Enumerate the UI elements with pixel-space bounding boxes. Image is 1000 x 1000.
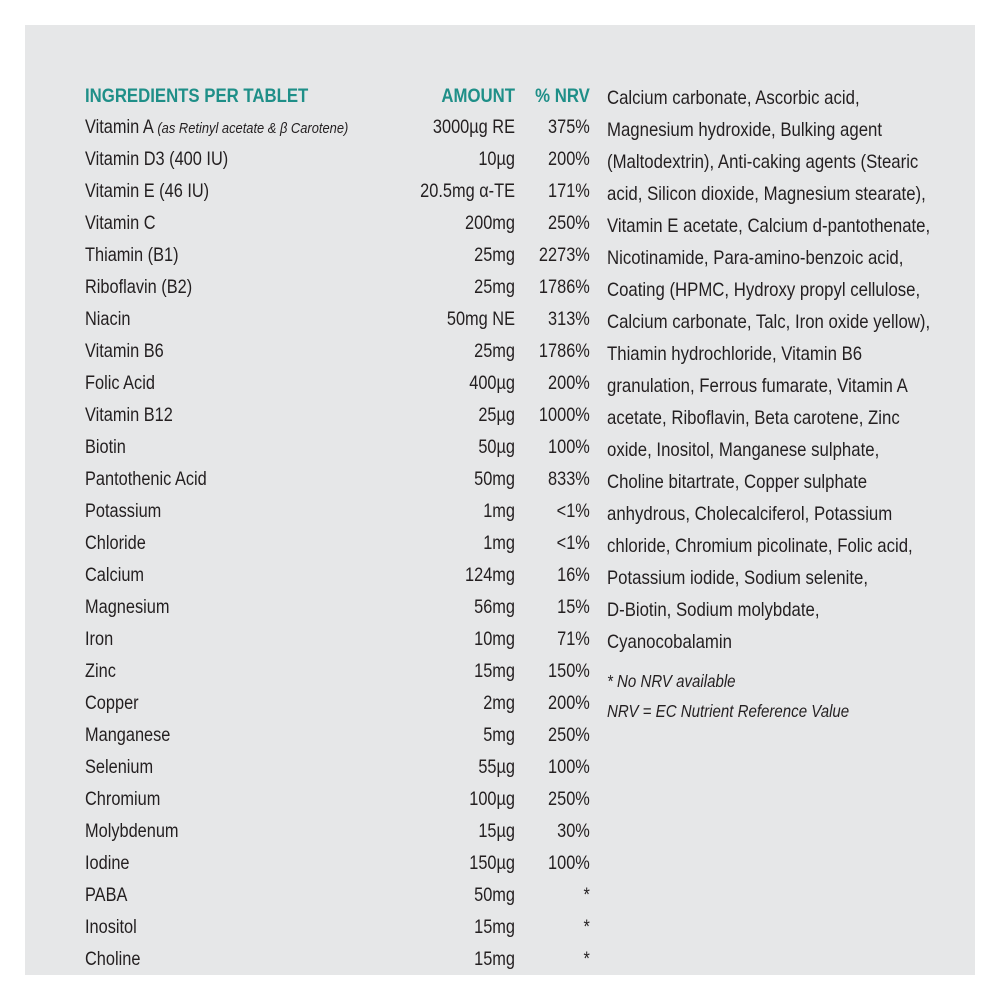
- ingredients-line: chloride, Chromium picolinate, Folic acid,: [607, 535, 913, 557]
- nutrient-amount: 10mg: [474, 629, 515, 650]
- nutrient-nrv: 100%: [548, 437, 590, 458]
- nutrient-name: [85, 565, 395, 587]
- ingredients-line: Potassium iodide, Sodium selenite,: [607, 567, 869, 589]
- table-row: [85, 528, 590, 560]
- nutrition-panel: [25, 25, 975, 975]
- table-row: [85, 848, 590, 880]
- nutrient-nrv: 100%: [548, 757, 590, 778]
- table-row: [85, 464, 590, 496]
- nutrient-amount: 25mg: [474, 341, 515, 362]
- nutrient-name: [85, 117, 395, 139]
- ingredients-line: Calcium carbonate, Talc, Iron oxide yellow),: [607, 311, 931, 333]
- footnote-line: * No NRV available: [607, 671, 736, 691]
- nutrient-nrv: <1%: [556, 501, 590, 522]
- nutrient-name: [85, 533, 395, 555]
- nutrient-label: Riboflavin (B2): [85, 277, 193, 298]
- nutrient-nrv: 200%: [548, 373, 590, 394]
- nutrient-name: [85, 469, 395, 491]
- nutrient-name: [85, 757, 395, 779]
- ingredients-line: Coating (HPMC, Hydroxy propyl cellulose,: [607, 279, 921, 301]
- nutrient-name: [85, 149, 395, 171]
- nutrient-note: (as Retinyl acetate & β Carotene): [157, 120, 349, 137]
- table-row: [85, 112, 590, 144]
- table-row: [85, 720, 590, 752]
- nutrient-amount: 2mg: [483, 693, 515, 714]
- nutrient-label: Biotin: [85, 437, 126, 458]
- nutrient-nrv: *: [583, 885, 590, 906]
- nutrient-name: [85, 789, 395, 811]
- nutrient-name: [85, 405, 395, 427]
- nutrient-table: [85, 82, 590, 976]
- nutrient-nrv: 250%: [548, 789, 590, 810]
- nutrient-name: [85, 597, 395, 619]
- nutrient-name: [85, 373, 395, 395]
- nutrient-label: Molybdenum: [85, 821, 179, 842]
- nutrient-label: Chloride: [85, 533, 146, 554]
- nutrient-name: [85, 629, 395, 651]
- footnote-line: NRV = EC Nutrient Reference Value: [607, 701, 850, 721]
- nutrient-nrv: 150%: [548, 661, 590, 682]
- nutrient-nrv: 171%: [548, 181, 590, 202]
- nutrient-amount: 25µg: [478, 405, 515, 426]
- table-header-row: [85, 82, 590, 110]
- nutrient-nrv: 1000%: [538, 405, 590, 426]
- table-row: [85, 624, 590, 656]
- nutrient-name: [85, 853, 395, 875]
- table-row: [85, 816, 590, 848]
- table-row: [85, 208, 590, 240]
- nutrient-label: Niacin: [85, 309, 131, 330]
- table-row: [85, 240, 590, 272]
- nutrient-nrv: 15%: [557, 597, 590, 618]
- nutrient-label: Chromium: [85, 789, 161, 810]
- nutrient-amount: 50mg: [474, 885, 515, 906]
- ingredients-line: Calcium carbonate, Ascorbic acid,: [607, 87, 860, 109]
- table-row: [85, 336, 590, 368]
- ingredients-line: (Maltodextrin), Anti-caking agents (Stearic: [607, 151, 919, 173]
- nutrient-nrv: 250%: [548, 725, 590, 746]
- nutrient-label: Choline: [85, 949, 141, 970]
- table-row: [85, 496, 590, 528]
- nutrient-nrv: <1%: [556, 533, 590, 554]
- table-row: [85, 688, 590, 720]
- nutrient-nrv: 250%: [548, 213, 590, 234]
- ingredients-line: Vitamin E acetate, Calcium d-pantothenate,: [607, 215, 931, 237]
- nutrient-amount: 15mg: [474, 949, 515, 970]
- table-row: [85, 304, 590, 336]
- nutrient-amount: 56mg: [474, 597, 515, 618]
- header-amount: AMOUNT: [441, 84, 515, 107]
- nutrient-amount: 55µg: [478, 757, 515, 778]
- nutrient-amount: 50µg: [478, 437, 515, 458]
- table-row: [85, 592, 590, 624]
- nutrient-nrv: 1786%: [538, 277, 590, 298]
- table-row: [85, 400, 590, 432]
- nutrient-name: [85, 245, 395, 267]
- table-row: [85, 656, 590, 688]
- nutrient-label: Inositol: [85, 917, 137, 938]
- nutrient-label: Vitamin A: [85, 117, 153, 138]
- nutrient-nrv: 200%: [548, 149, 590, 170]
- nutrient-amount: 15mg: [474, 661, 515, 682]
- ingredients-line: granulation, Ferrous fumarate, Vitamin A: [607, 375, 908, 397]
- nutrient-name: [85, 501, 395, 523]
- nutrient-name: [85, 181, 395, 203]
- nutrient-amount: 150µg: [469, 853, 515, 874]
- nutrient-label: Vitamin E (46 IU): [85, 181, 210, 202]
- nutrient-label: Zinc: [85, 661, 116, 682]
- ingredients-list: [607, 82, 968, 658]
- nutrient-amount: 15mg: [474, 917, 515, 938]
- nutrient-amount: 25mg: [474, 277, 515, 298]
- nutrient-amount: 100µg: [469, 789, 515, 810]
- table-row: [85, 752, 590, 784]
- ingredients-line: anhydrous, Cholecalciferol, Potassium: [607, 503, 893, 525]
- nutrient-label: Iron: [85, 629, 114, 650]
- ingredients-line: Cyanocobalamin: [607, 631, 732, 653]
- ingredients-line: Thiamin hydrochloride, Vitamin B6: [607, 343, 863, 365]
- nutrient-name: [85, 821, 395, 843]
- nutrient-amount: 1mg: [483, 533, 515, 554]
- nutrient-nrv: 833%: [548, 469, 590, 490]
- nutrient-name: [85, 213, 395, 235]
- nutrient-label: PABA: [85, 885, 128, 906]
- nutrient-amount: 1mg: [483, 501, 515, 522]
- nutrient-nrv: 313%: [548, 309, 590, 330]
- ingredients-line: Choline bitartrate, Copper sulphate: [607, 471, 868, 493]
- nutrient-amount: 200mg: [465, 213, 515, 234]
- nutrient-label: Selenium: [85, 757, 154, 778]
- nutrient-name: [85, 725, 395, 747]
- nutrient-amount: 3000µg RE: [432, 117, 515, 138]
- nutrient-amount: 20.5mg α-TE: [420, 181, 515, 202]
- header-ingredients: INGREDIENTS PER TABLET: [85, 84, 309, 107]
- nutrient-amount: 25mg: [474, 245, 515, 266]
- nutrient-nrv: 100%: [548, 853, 590, 874]
- nutrient-amount: 400µg: [469, 373, 515, 394]
- nutrient-amount: 50mg NE: [446, 309, 515, 330]
- ingredients-line: Nicotinamide, Para-amino-benzoic acid,: [607, 247, 904, 269]
- table-row: [85, 560, 590, 592]
- nutrient-amount: 5mg: [483, 725, 515, 746]
- nutrient-amount: 50mg: [474, 469, 515, 490]
- nutrient-name: [85, 309, 395, 331]
- nutrient-name: [85, 917, 395, 939]
- nutrient-label: Manganese: [85, 725, 171, 746]
- ingredients-line: oxide, Inositol, Manganese sulphate,: [607, 439, 880, 461]
- ingredients-column: [607, 82, 968, 726]
- nutrient-nrv: 71%: [557, 629, 590, 650]
- nutrient-name: [85, 693, 395, 715]
- nutrient-name: [85, 949, 395, 971]
- ingredients-line: acid, Silicon dioxide, Magnesium stearate),: [607, 183, 926, 205]
- nutrient-label: Potassium: [85, 501, 162, 522]
- nutrient-nrv: 375%: [548, 117, 590, 138]
- footnotes: [607, 666, 968, 726]
- table-row: [85, 368, 590, 400]
- ingredients-line: acetate, Riboflavin, Beta carotene, Zinc: [607, 407, 900, 429]
- ingredients-line: Magnesium hydroxide, Bulking agent: [607, 119, 883, 141]
- header-nrv: % NRV: [535, 84, 590, 107]
- nutrient-label: Vitamin D3 (400 IU): [85, 149, 229, 170]
- ingredients-line: D-Biotin, Sodium molybdate,: [607, 599, 820, 621]
- nutrient-nrv: 16%: [557, 565, 590, 586]
- nutrient-label: Thiamin (B1): [85, 245, 179, 266]
- table-row: [85, 144, 590, 176]
- table-row: [85, 912, 590, 944]
- nutrient-name: [85, 341, 395, 363]
- nutrient-name: [85, 277, 395, 299]
- nutrient-nrv: 30%: [557, 821, 590, 842]
- nutrient-nrv: *: [583, 949, 590, 970]
- nutrient-label: Vitamin C: [85, 213, 156, 234]
- nutrient-amount: 124mg: [465, 565, 515, 586]
- nutrient-nrv: 2273%: [538, 245, 590, 266]
- nutrient-label: Calcium: [85, 565, 145, 586]
- nutrient-nrv: *: [583, 917, 590, 938]
- nutrient-name: [85, 437, 395, 459]
- table-row: [85, 272, 590, 304]
- table-row: [85, 944, 590, 976]
- nutrient-amount: 10µg: [478, 149, 515, 170]
- table-row: [85, 432, 590, 464]
- nutrient-name: [85, 661, 395, 683]
- nutrient-label: Magnesium: [85, 597, 170, 618]
- nutrient-nrv: 1786%: [538, 341, 590, 362]
- nutrient-label: Pantothenic Acid: [85, 469, 207, 490]
- nutrient-nrv: 200%: [548, 693, 590, 714]
- table-row: [85, 880, 590, 912]
- nutrient-label: Folic Acid: [85, 373, 155, 394]
- nutrient-label: Vitamin B12: [85, 405, 173, 426]
- nutrient-label: Vitamin B6: [85, 341, 164, 362]
- table-row: [85, 784, 590, 816]
- table-row: [85, 176, 590, 208]
- nutrient-label: Iodine: [85, 853, 130, 874]
- nutrient-amount: 15µg: [478, 821, 515, 842]
- nutrient-label: Copper: [85, 693, 139, 714]
- nutrient-name: [85, 885, 395, 907]
